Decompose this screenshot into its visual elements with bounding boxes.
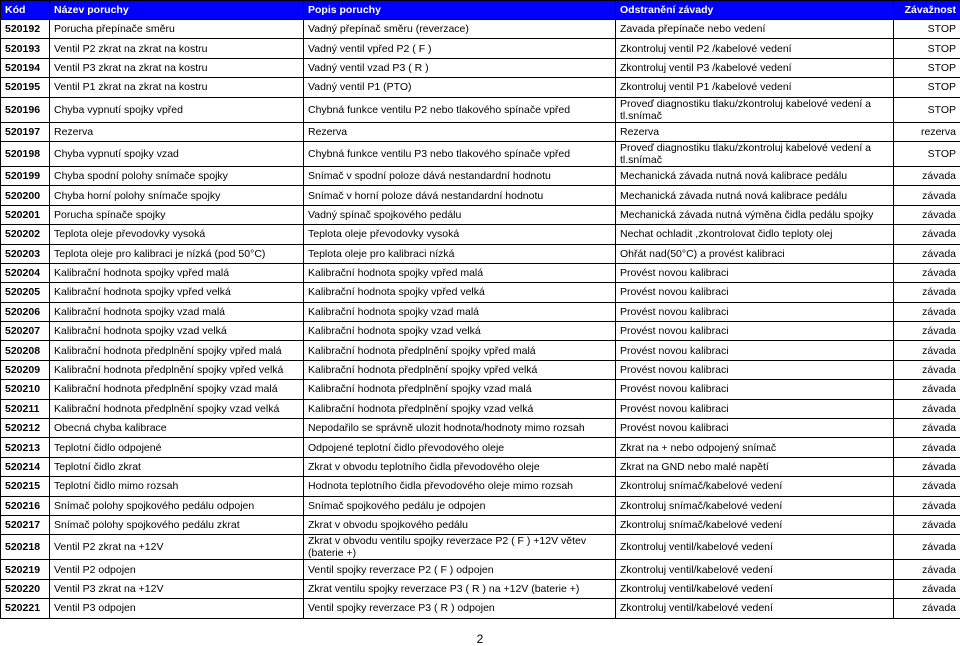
fault-description: Kalibrační hodnota spojky vzad malá (304, 302, 616, 321)
fault-description: Teplota oleje převodovky vysoká (304, 225, 616, 244)
fault-name: Ventil P2 odpojen (50, 560, 304, 579)
table-row (1, 419, 960, 438)
fault-code: 520204 (1, 263, 50, 282)
fault-severity: STOP (894, 39, 960, 58)
fault-code: 520212 (1, 419, 50, 438)
fault-severity: závada (894, 599, 960, 618)
fault-severity: STOP (894, 58, 960, 77)
fault-description: Ventil spojky reverzace P3 ( R ) odpojen (304, 599, 616, 618)
fault-code: 520193 (1, 39, 50, 58)
fault-severity: závada (894, 457, 960, 476)
fault-severity: závada (894, 322, 960, 341)
fault-fix: Provést novou kalibraci (616, 419, 894, 438)
fault-severity: závada (894, 560, 960, 579)
table-row (1, 341, 960, 360)
table-header-row (1, 1, 960, 20)
fault-fix: Provést novou kalibraci (616, 380, 894, 399)
fault-description: Zkrat v obvodu ventilu spojky reverzace P2 ( F ) +12V větev (baterie +) (304, 535, 616, 560)
fault-name: Teplotní čidlo mimo rozsah (50, 477, 304, 496)
fault-severity: závada (894, 166, 960, 185)
fault-name: Ventil P1 zkrat na zkrat na kostru (50, 78, 304, 97)
table-row (1, 477, 960, 496)
table-row (1, 496, 960, 515)
fault-name: Porucha spínače spojky (50, 205, 304, 224)
fault-severity: STOP (894, 20, 960, 39)
fault-severity: závada (894, 579, 960, 598)
fault-description: Kalibrační hodnota předplnění spojky vpřed velká (304, 360, 616, 379)
fault-name: Kalibrační hodnota spojky vpřed velká (50, 283, 304, 302)
fault-description: Kalibrační hodnota předplnění spojky vzad malá (304, 380, 616, 399)
fault-fix: Zkontroluj ventil P3 /kabelové vedení (616, 58, 894, 77)
fault-severity: závada (894, 341, 960, 360)
fault-fix: Zkrat na GND nebo malé napětí (616, 457, 894, 476)
fault-description: Nepodařilo se správně ulozit hodnota/hodnoty mimo rozsah (304, 419, 616, 438)
fault-name: Obecná chyba kalibrace (50, 419, 304, 438)
fault-code: 520209 (1, 360, 50, 379)
fault-name: Snímač polohy spojkového pedálu odpojen (50, 496, 304, 515)
fault-code: 520200 (1, 186, 50, 205)
fault-name: Teplotní čidlo zkrat (50, 457, 304, 476)
fault-code: 520216 (1, 496, 50, 515)
fault-code: 520219 (1, 560, 50, 579)
table-row (1, 225, 960, 244)
fault-code: 520201 (1, 205, 50, 224)
fault-fix: Zavada přepínače nebo vedení (616, 20, 894, 39)
fault-description: Vadný ventil P1 (PTO) (304, 78, 616, 97)
fault-name: Kalibrační hodnota předplnění spojky vpřed malá (50, 341, 304, 360)
fault-code: 520205 (1, 283, 50, 302)
table-row (1, 283, 960, 302)
fault-fix: Zkontroluj snímač/kabelové vedení (616, 515, 894, 534)
table-row (1, 166, 960, 185)
table-row (1, 141, 960, 166)
fault-description: Hodnota teplotního čidla převodového oleje mimo rozsah (304, 477, 616, 496)
table-row (1, 438, 960, 457)
table-row (1, 399, 960, 418)
table-row (1, 535, 960, 560)
fault-description: Vadný ventil vzad P3 ( R ) (304, 58, 616, 77)
fault-fix: Mechanická závada nutná nová kalibrace pedálu (616, 186, 894, 205)
fault-name: Ventil P3 zkrat na +12V (50, 579, 304, 598)
fault-fix: Zkontroluj ventil/kabelové vedení (616, 560, 894, 579)
header-fix: Odstranění závady (616, 1, 894, 20)
fault-severity: rezerva (894, 122, 960, 141)
fault-severity: závada (894, 205, 960, 224)
page-number: 2 (0, 632, 960, 646)
fault-severity: STOP (894, 141, 960, 166)
fault-fix: Provést novou kalibraci (616, 283, 894, 302)
table-row (1, 244, 960, 263)
table-row (1, 360, 960, 379)
fault-description: Ventil spojky reverzace P2 ( F ) odpojen (304, 560, 616, 579)
fault-name: Kalibrační hodnota spojky vzad malá (50, 302, 304, 321)
fault-fix: Provést novou kalibraci (616, 322, 894, 341)
table-row (1, 560, 960, 579)
fault-description: Vadný přepínač směru (reverzace) (304, 20, 616, 39)
fault-name: Snímač polohy spojkového pedálu zkrat (50, 515, 304, 534)
table-row (1, 205, 960, 224)
fault-fix: Zkontroluj ventil/kabelové vedení (616, 599, 894, 618)
fault-severity: STOP (894, 78, 960, 97)
fault-code: 520206 (1, 302, 50, 321)
fault-severity: závada (894, 515, 960, 534)
fault-severity: závada (894, 496, 960, 515)
fault-description: Kalibrační hodnota spojky vzad velká (304, 322, 616, 341)
fault-code: 520197 (1, 122, 50, 141)
fault-fix: Zkrat na + nebo odpojený snímač (616, 438, 894, 457)
fault-severity: závada (894, 438, 960, 457)
fault-code: 520196 (1, 97, 50, 122)
fault-code: 520198 (1, 141, 50, 166)
fault-code: 520202 (1, 225, 50, 244)
header-code: Kód (1, 1, 50, 20)
fault-severity: závada (894, 244, 960, 263)
table-row (1, 58, 960, 77)
fault-fix: Provést novou kalibraci (616, 263, 894, 282)
fault-description: Kalibrační hodnota předplnění spojky vzad velká (304, 399, 616, 418)
fault-description: Snímač v spodní poloze dává nestandardní hodnotu (304, 166, 616, 185)
fault-description: Chybná funkce ventilu P2 nebo tlakového spínače vpřed (304, 97, 616, 122)
fault-description: Teplota oleje pro kalibraci nízká (304, 244, 616, 263)
fault-description: Kalibrační hodnota předplnění spojky vpřed malá (304, 341, 616, 360)
fault-code: 520208 (1, 341, 50, 360)
fault-name: Kalibrační hodnota předplnění spojky vpřed velká (50, 360, 304, 379)
fault-name: Ventil P2 zkrat na +12V (50, 535, 304, 560)
fault-description: Vadný ventil vpřed P2 ( F ) (304, 39, 616, 58)
fault-code: 520213 (1, 438, 50, 457)
fault-description: Chybná funkce ventilu P3 nebo tlakového spínače vpřed (304, 141, 616, 166)
fault-name: Teplota oleje pro kalibraci je nízká (pod 50°C) (50, 244, 304, 263)
fault-severity: závada (894, 360, 960, 379)
fault-description: Snímač v horní poloze dává nestandardní hodnotu (304, 186, 616, 205)
table-row (1, 122, 960, 141)
fault-code: 520199 (1, 166, 50, 185)
table-row (1, 380, 960, 399)
fault-name: Ventil P3 odpojen (50, 599, 304, 618)
fault-fix: Proveď diagnostiku tlaku/zkontroluj kabelové vedení a tl.snímač (616, 141, 894, 166)
fault-severity: závada (894, 419, 960, 438)
fault-name: Chyba vypnutí spojky vzad (50, 141, 304, 166)
fault-severity: závada (894, 380, 960, 399)
fault-description: Zkrat ventilu spojky reverzace P3 ( R ) na +12V (baterie +) (304, 579, 616, 598)
fault-name: Ventil P2 zkrat na zkrat na kostru (50, 39, 304, 58)
table-row (1, 20, 960, 39)
fault-fix: Zkontroluj snímač/kabelové vedení (616, 477, 894, 496)
fault-fix: Mechanická závada nutná nová kalibrace pedálu (616, 166, 894, 185)
table-row (1, 97, 960, 122)
fault-fix: Provést novou kalibraci (616, 302, 894, 321)
fault-fix: Rezerva (616, 122, 894, 141)
fault-fix: Provést novou kalibraci (616, 399, 894, 418)
fault-fix: Zkontroluj ventil/kabelové vedení (616, 535, 894, 560)
fault-severity: závada (894, 477, 960, 496)
fault-name: Porucha přepínače směru (50, 20, 304, 39)
fault-name: Kalibrační hodnota spojky vpřed malá (50, 263, 304, 282)
header-name: Název poruchy (50, 1, 304, 20)
fault-severity: závada (894, 283, 960, 302)
fault-code: 520203 (1, 244, 50, 263)
fault-code: 520194 (1, 58, 50, 77)
fault-name: Chyba vypnutí spojky vpřed (50, 97, 304, 122)
fault-fix: Provést novou kalibraci (616, 360, 894, 379)
fault-code: 520195 (1, 78, 50, 97)
fault-description: Kalibrační hodnota spojky vpřed malá (304, 263, 616, 282)
fault-description: Odpojené teplotní čidlo převodového oleje (304, 438, 616, 457)
header-description: Popis poruchy (304, 1, 616, 20)
fault-name: Chyba spodní polohy snímače spojky (50, 166, 304, 185)
fault-code: 520214 (1, 457, 50, 476)
fault-name: Kalibrační hodnota předplnění spojky vzad malá (50, 380, 304, 399)
fault-code: 520221 (1, 599, 50, 618)
fault-name: Teplota oleje převodovky vysoká (50, 225, 304, 244)
fault-description: Vadný spínač spojkového pedálu (304, 205, 616, 224)
fault-fix: Zkontroluj ventil P1 /kabelové vedení (616, 78, 894, 97)
table-row (1, 599, 960, 618)
table-row (1, 515, 960, 534)
fault-description: Kalibrační hodnota spojky vpřed velká (304, 283, 616, 302)
table-row (1, 78, 960, 97)
fault-name: Teplotní čidlo odpojené (50, 438, 304, 457)
fault-name: Kalibrační hodnota spojky vzad velká (50, 322, 304, 341)
fault-fix: Provést novou kalibraci (616, 341, 894, 360)
table-row (1, 186, 960, 205)
table-row (1, 302, 960, 321)
fault-code: 520218 (1, 535, 50, 560)
fault-fix: Mechanická závada nutná výměna čidla pedálu spojky (616, 205, 894, 224)
header-severity: Závažnost (894, 1, 960, 20)
fault-severity: závada (894, 225, 960, 244)
fault-code: 520210 (1, 380, 50, 399)
fault-fix: Proveď diagnostiku tlaku/zkontroluj kabelové vedení a tl.snímač (616, 97, 894, 122)
table-row (1, 457, 960, 476)
table-row (1, 322, 960, 341)
fault-code: 520220 (1, 579, 50, 598)
fault-fix: Zkontroluj ventil/kabelové vedení (616, 579, 894, 598)
fault-name: Rezerva (50, 122, 304, 141)
fault-code: 520211 (1, 399, 50, 418)
fault-severity: závada (894, 263, 960, 282)
fault-name: Chyba horní polohy snímače spojky (50, 186, 304, 205)
fault-fix: Ohřát nad(50°C) a provést kalibraci (616, 244, 894, 263)
fault-severity: závada (894, 535, 960, 560)
fault-description: Rezerva (304, 122, 616, 141)
fault-severity: závada (894, 302, 960, 321)
fault-code: 520207 (1, 322, 50, 341)
fault-description: Snímač spojkového pedálu je odpojen (304, 496, 616, 515)
fault-description: Zkrat v obvodu teplotního čidla převodového oleje (304, 457, 616, 476)
fault-description: Zkrat v obvodu spojkového pedálu (304, 515, 616, 534)
fault-fix: Zkontroluj ventil P2 /kabelové vedení (616, 39, 894, 58)
table-row (1, 39, 960, 58)
fault-name: Ventil P3 zkrat na zkrat na kostru (50, 58, 304, 77)
fault-code: 520192 (1, 20, 50, 39)
fault-name: Kalibrační hodnota předplnění spojky vzad velká (50, 399, 304, 418)
table-row (1, 579, 960, 598)
fault-fix: Zkontroluj snímač/kabelové vedení (616, 496, 894, 515)
fault-fix: Nechat ochladit ,zkontrolovat čidlo teploty olej (616, 225, 894, 244)
fault-severity: závada (894, 186, 960, 205)
fault-severity: STOP (894, 97, 960, 122)
fault-code: 520215 (1, 477, 50, 496)
table-row (1, 263, 960, 282)
fault-code: 520217 (1, 515, 50, 534)
fault-severity: závada (894, 399, 960, 418)
